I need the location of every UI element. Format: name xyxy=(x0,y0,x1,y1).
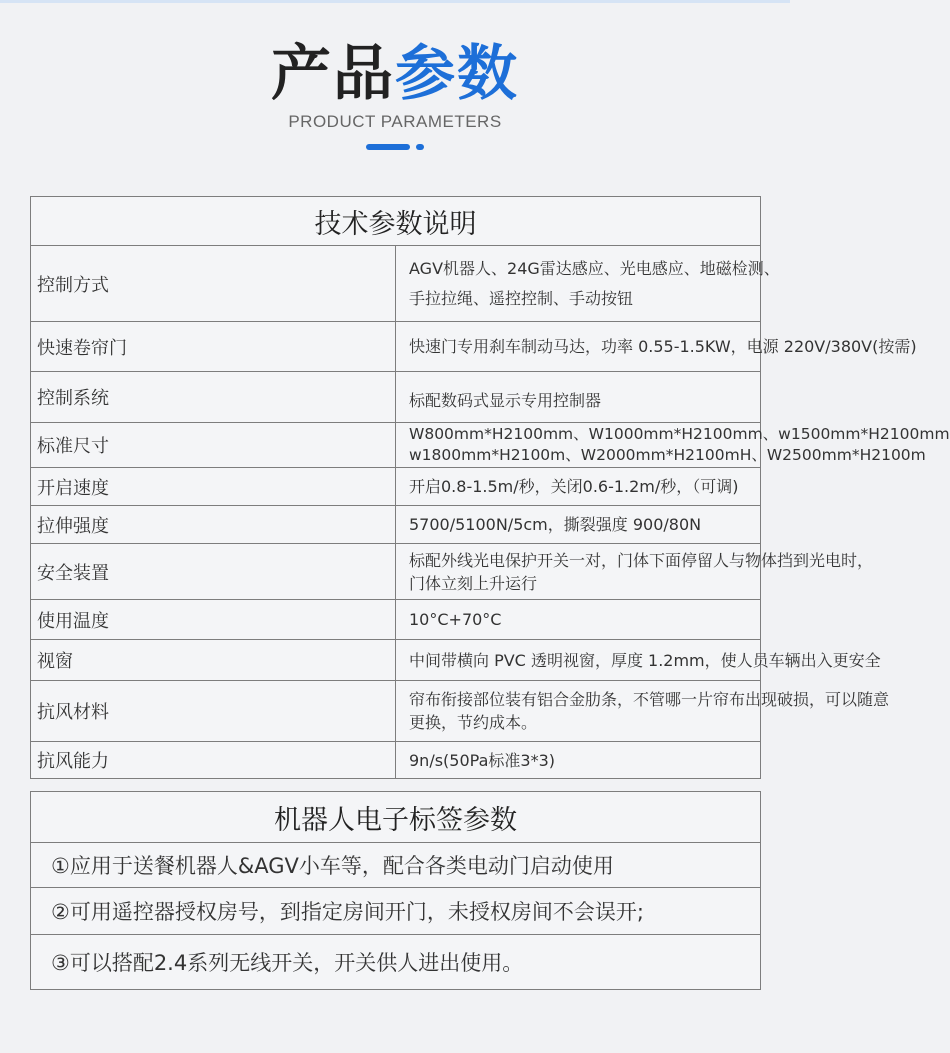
spec-table xyxy=(30,196,950,779)
tag-table-caption-row xyxy=(31,792,761,843)
spec-row-rolling-door xyxy=(31,322,761,372)
spec-label: 标准尺寸 xyxy=(31,423,396,468)
spec-label: 视窗 xyxy=(31,640,396,681)
spec-value xyxy=(396,423,950,468)
spec-label: 安全装置 xyxy=(31,544,396,600)
spec-value-line: 帘布衔接部位装有铝合金肋条，不管哪一片帘布出现破损，可以随意 xyxy=(409,690,890,709)
spec-row-window xyxy=(31,640,761,681)
spec-row-wind-resistance xyxy=(31,742,761,779)
page-header xyxy=(0,36,790,132)
spec-value-line: 手拉拉绳、遥控控制、手动按钮 xyxy=(409,288,634,308)
spec-value xyxy=(396,322,917,372)
spec-value-line: 9n/s(50Pa标准3*3) xyxy=(409,750,555,770)
spec-value xyxy=(396,246,780,322)
tag-row xyxy=(31,843,761,888)
spec-value-line: 快速门专用刹车制动马达，功率 0.55-1.5KW，电源 220V/380V(按需) xyxy=(409,337,917,356)
spec-label: 控制系统 xyxy=(31,372,396,423)
spec-value-line: W800mm*H2100mm、W1000mm*H2100mm、w1500mm*H2100mm xyxy=(409,425,950,443)
tag-row xyxy=(31,935,761,990)
underline-long-bar xyxy=(366,144,410,150)
spec-value-line: 标配外线光电保护开关一对，门体下面停留人与物体挡到光电时， xyxy=(409,550,874,570)
spec-value-line: 开启0.8-1.5m/秒，关闭0.6-1.2m/秒，（可调) xyxy=(409,477,739,496)
spec-row-temperature xyxy=(31,600,761,640)
tag-item: ①应用于送餐机器人&AGV小车等，配合各类电动门启动使用 xyxy=(31,843,761,888)
spec-row-wind-material xyxy=(31,681,761,742)
spec-value xyxy=(396,506,761,544)
spec-value-line: 标配数码式显示专用控制器 xyxy=(409,390,602,410)
page-title-blue: 参数 xyxy=(395,39,519,109)
tag-row xyxy=(31,888,761,935)
spec-value-line: AGV机器人、24G雷达感应、光电感应、地磁检测、 xyxy=(409,258,780,278)
spec-value xyxy=(396,742,761,779)
spec-value xyxy=(396,681,890,742)
top-accent-line xyxy=(0,0,790,3)
spec-row-safety-device xyxy=(31,544,761,600)
spec-value-line: 门体立刻上升运行 xyxy=(409,573,538,593)
spec-row-open-speed xyxy=(31,468,761,506)
spec-label: 控制方式 xyxy=(31,246,396,322)
spec-label: 抗风材料 xyxy=(31,681,396,742)
spec-label: 开启速度 xyxy=(31,468,396,506)
spec-table-caption: 技术参数说明 xyxy=(31,197,761,246)
page-title-dark: 产品 xyxy=(271,39,395,109)
tag-table-caption: 机器人电子标签参数 xyxy=(31,792,761,843)
spec-value-line: w1800mm*H2100m、W2000mm*H2100mH、W2500mm*H2100m xyxy=(409,446,926,464)
spec-value xyxy=(396,372,761,423)
spec-value xyxy=(396,640,881,681)
spec-label: 拉伸强度 xyxy=(31,506,396,544)
spec-value xyxy=(396,600,761,640)
spec-value-line: 更换，节约成本。 xyxy=(409,713,538,732)
spec-value-line: 10°C+70°C xyxy=(409,610,502,629)
spec-label: 快速卷帘门 xyxy=(31,322,396,372)
title-underline xyxy=(366,144,424,150)
spec-label: 抗风能力 xyxy=(31,742,396,779)
spec-value-line: 中间带横向 PVC 透明视窗，厚度 1.2mm，使人员车辆出入更安全 xyxy=(409,650,881,670)
page-subtitle: PRODUCT PARAMETERS xyxy=(288,112,502,131)
spec-row-standard-size xyxy=(31,423,761,468)
page-title xyxy=(0,36,790,112)
spec-value xyxy=(396,544,874,600)
spec-value-line: 5700/5100N/5cm，撕裂强度 900/80N xyxy=(409,515,702,534)
tag-item: ②可用遥控器授权房号，到指定房间开门，未授权房间不会误开; xyxy=(31,888,761,935)
spec-row-control-mode xyxy=(31,246,761,322)
spec-table-caption-row xyxy=(31,197,761,246)
spec-row-control-system xyxy=(31,372,761,423)
spec-label: 使用温度 xyxy=(31,600,396,640)
spec-value xyxy=(396,468,761,506)
spec-row-tensile-strength xyxy=(31,506,761,544)
tag-table xyxy=(30,791,761,990)
underline-short-dot xyxy=(416,144,424,150)
tag-item: ③可以搭配2.4系列无线开关，开关供人进出使用。 xyxy=(31,935,761,990)
